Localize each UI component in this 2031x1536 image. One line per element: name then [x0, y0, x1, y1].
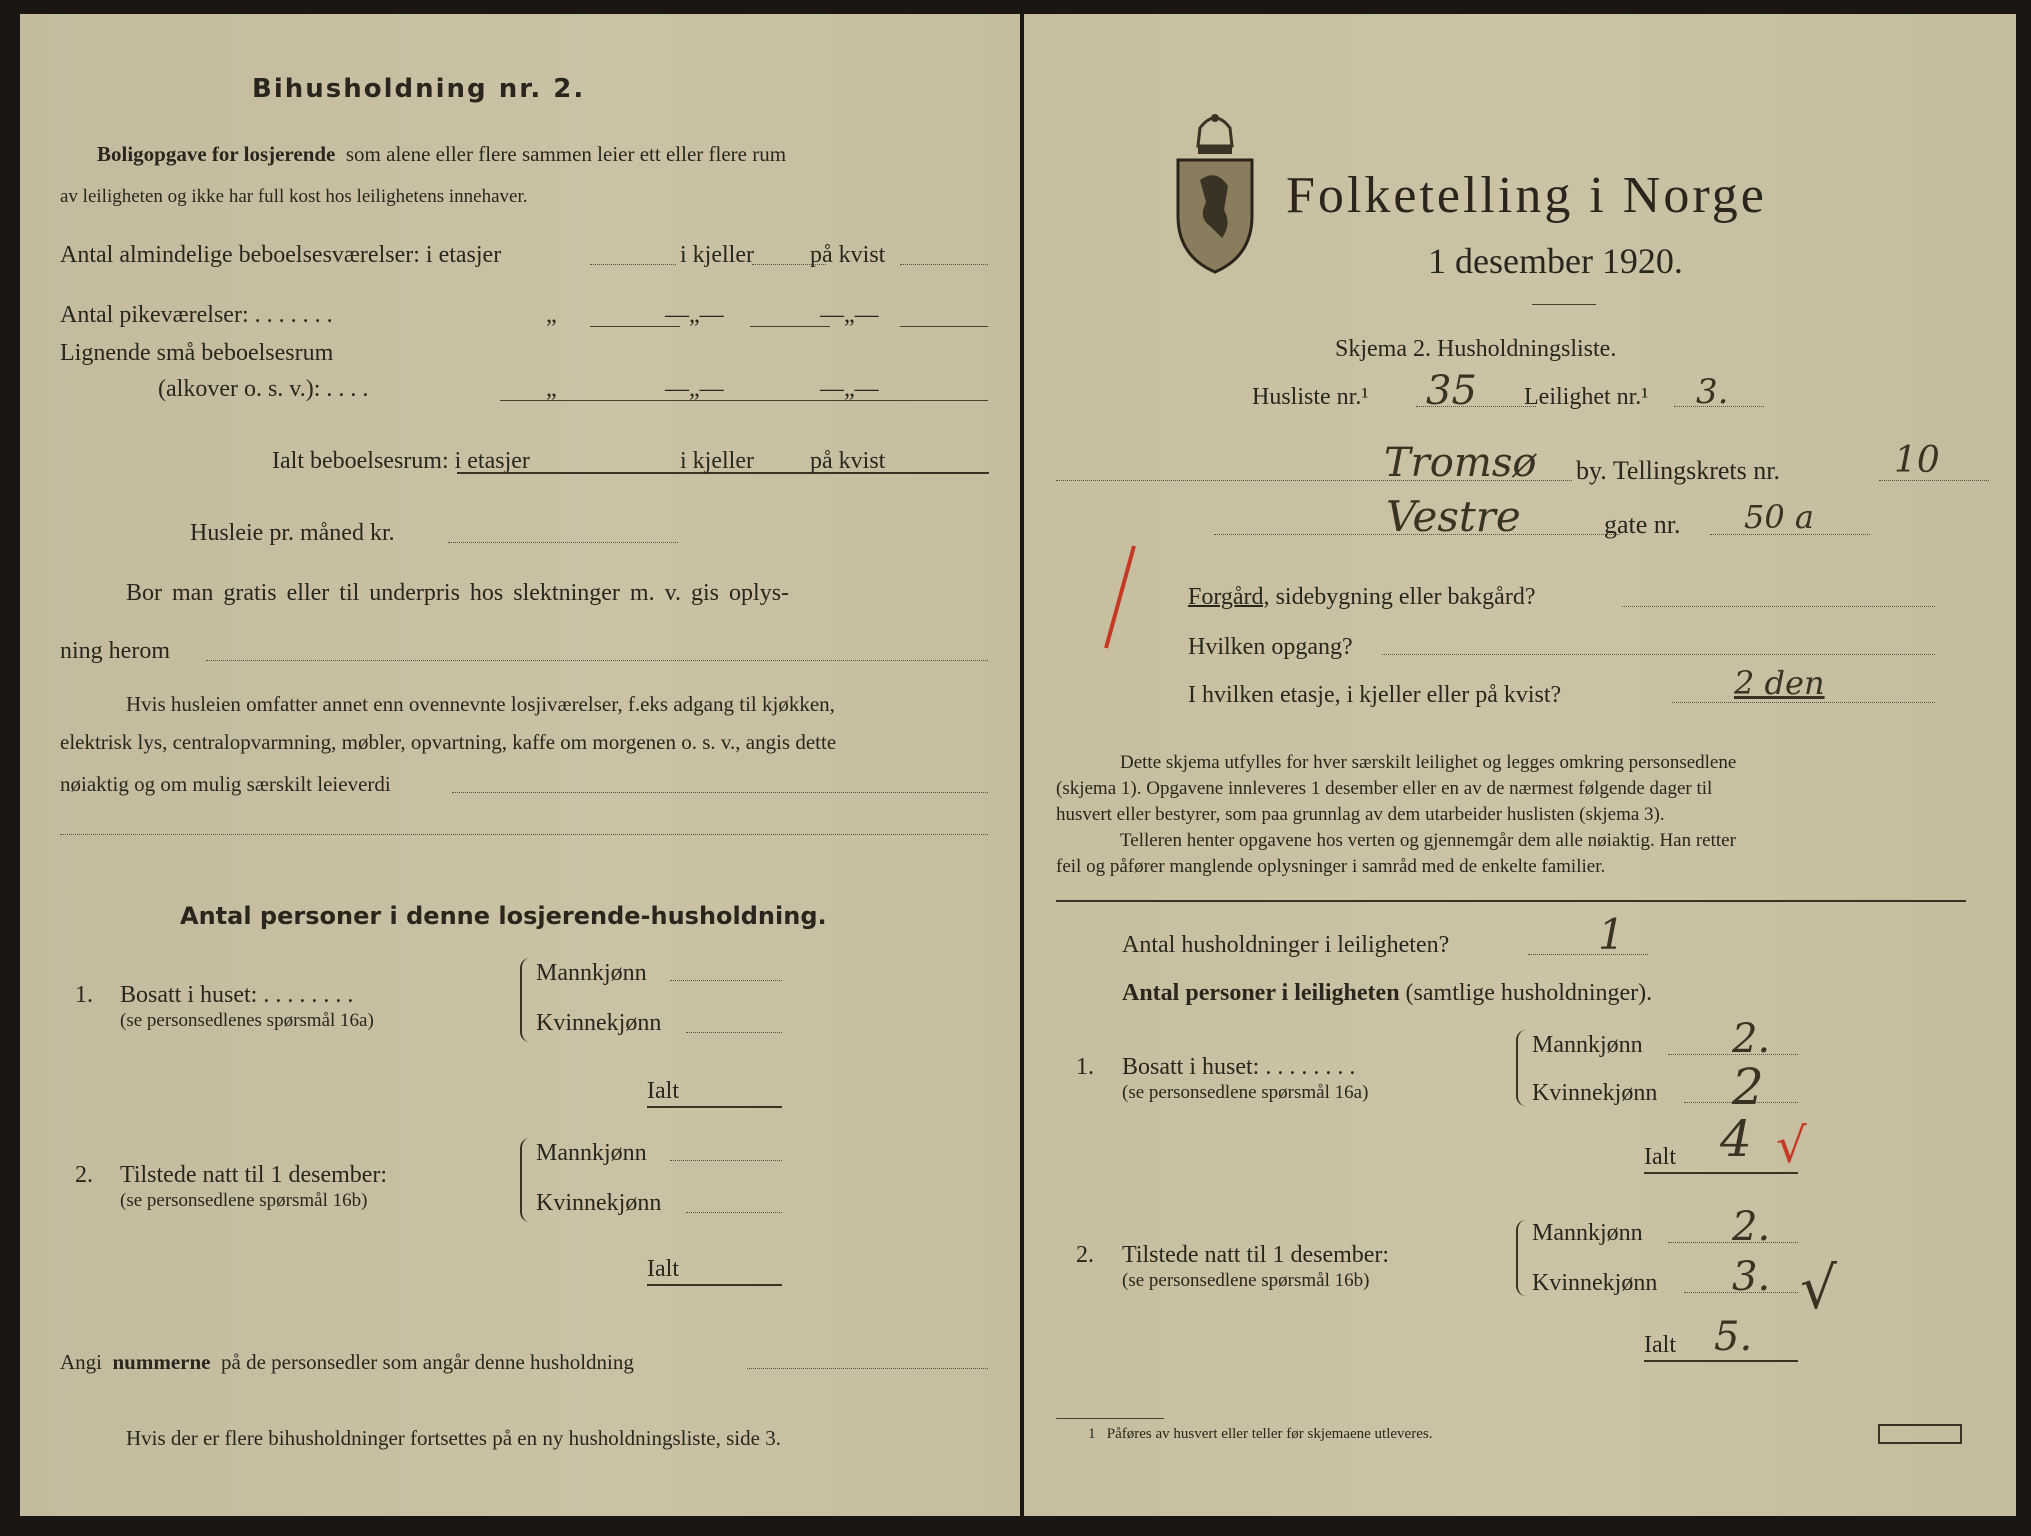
- r-q2-sub: (se personsedlene spørsmål 16b): [1122, 1270, 1370, 1291]
- r-q1-number: 1.: [1076, 1054, 1094, 1080]
- r-q2-mann-value: 2.: [1732, 1204, 1771, 1250]
- r-q2-label: Tilstede natt til 1 desember:: [1122, 1242, 1390, 1268]
- r-q2-check-icon: √: [1800, 1254, 1837, 1322]
- forgard-field[interactable]: [1622, 606, 1935, 607]
- etasje-value: 2 den: [1734, 664, 1825, 702]
- pike-kvist-field[interactable]: [900, 326, 988, 327]
- q2-label: Tilstede natt til 1 desember:: [120, 1162, 388, 1188]
- antal-hush-label: Antal husholdninger i leiligheten?: [1122, 932, 1450, 958]
- gate-label: gate nr.: [1604, 510, 1681, 539]
- r-q2-ialt-field[interactable]: [1644, 1360, 1798, 1362]
- r-q1-sub: (se personsedlene spørsmål 16a): [1122, 1082, 1369, 1103]
- gatenr-value: 50 a: [1744, 498, 1814, 536]
- leilighet-label: Leilighet nr.¹: [1524, 384, 1649, 410]
- intro-line-1: [97, 142, 786, 167]
- r-q1-brace: [1516, 1030, 1528, 1106]
- hvis-line-3: nøiaktig og om mulig særskilt leieverdi: [60, 772, 391, 796]
- dette-line-5: feil og påfører manglende oplysninger i samråd med de enkelte familier.: [1056, 856, 1606, 877]
- left-page: [20, 14, 1020, 1516]
- angi-rest: på de personsedler som angår denne husholdning: [221, 1350, 634, 1374]
- r-q1-check-icon: √: [1776, 1118, 1807, 1174]
- etasje-field[interactable]: [1672, 702, 1935, 703]
- q2-kvinne-field[interactable]: [686, 1212, 782, 1213]
- q2-number: 2.: [75, 1162, 93, 1188]
- q1-sub: (se personsedlenes spørsmål 16a): [120, 1010, 374, 1031]
- ditto-2: —„—: [665, 302, 724, 328]
- r-q1-mann-value: 2.: [1732, 1016, 1771, 1062]
- coat-of-arms-icon: [1172, 106, 1258, 276]
- q1-ialt-label: Ialt: [647, 1078, 679, 1104]
- printer-stamp: [1878, 1424, 1962, 1444]
- row-pike-label: Antal pikeværelser: . . . . . . .: [60, 302, 333, 328]
- by-value: Tromsø: [1384, 440, 1537, 486]
- antal-hush-value: 1: [1598, 910, 1625, 959]
- husleie-field[interactable]: [448, 542, 678, 543]
- ialt-beboelsesrum-label: Ialt beboelsesrum: i etasjer: [272, 448, 530, 474]
- ditto-6: —„—: [820, 376, 879, 402]
- q2-sub: (se personsedlene spørsmål 16b): [120, 1190, 368, 1211]
- dette-line-1: Dette skjema utfylles for hver særskilt leilighet og legges omkring personsedlene: [1120, 752, 1737, 773]
- forgard-value: Forgård,: [1188, 584, 1270, 610]
- r-q1-label: Bosatt i huset: . . . . . . . .: [1122, 1054, 1356, 1080]
- q1-label: Bosatt i huset: . . . . . . . .: [120, 982, 354, 1008]
- etasje-label: I hvilken etasje, i kjeller eller på kvist?: [1188, 682, 1562, 708]
- antal-pers-bold: Antal personer i leiligheten: [1122, 980, 1400, 1006]
- footnote-number: 1: [1088, 1426, 1096, 1442]
- pike-kjeller-field[interactable]: [750, 326, 830, 327]
- q1-number: 1.: [75, 982, 93, 1008]
- dette-line-2: (skjema 1). Opgavene innleveres 1 desember eller en av de nærmest følgende dager til: [1056, 778, 1713, 799]
- antal-hush-field[interactable]: [1528, 954, 1648, 955]
- census-date: 1 desember 1920.: [1428, 241, 1683, 281]
- r-q2-kvinne-value: 3.: [1732, 1254, 1771, 1300]
- husliste-value: 35: [1426, 368, 1477, 414]
- r-q1-ialt-value: 4: [1720, 1110, 1752, 1168]
- r-q1-kvinne-value: 2: [1732, 1058, 1764, 1116]
- krets-value: 10: [1894, 440, 1940, 481]
- ditto-3: —„—: [820, 302, 879, 328]
- left-footer: Hvis der er flere bihusholdninger fortsettes på en ny husholdningsliste, side 3.: [126, 1426, 781, 1450]
- q2-mann-label: Mannkjønn: [536, 1140, 647, 1166]
- r-q2-number: 2.: [1076, 1242, 1094, 1268]
- main-title: Folketelling i Norge: [1286, 167, 1767, 224]
- antal-personer-heading: Antal personer i denne losjerende-husholdning.: [180, 902, 827, 930]
- r-q1-mann-label: Mannkjønn: [1532, 1032, 1643, 1058]
- intro-rest: som alene eller flere sammen leier ett eller flere rum: [345, 142, 787, 166]
- angi-line: [60, 1350, 634, 1375]
- bihusholdning-title: Bihusholdning nr. 2.: [252, 74, 586, 104]
- row-lign-label-1: Lignende små beboelsesrum: [60, 340, 334, 366]
- intro-line-2: av leiligheten og ikke har full kost hos leilighetens innehaver.: [60, 186, 528, 207]
- antal-pers-line: [1122, 980, 1652, 1007]
- section-divider: [1056, 900, 1966, 902]
- ditto-5: —„—: [665, 376, 724, 402]
- r-q1-kvinne-label: Kvinnekjønn: [1532, 1080, 1658, 1106]
- title-divider: [1532, 304, 1596, 305]
- footnote: [1088, 1426, 1432, 1443]
- q2-ialt-field[interactable]: [647, 1284, 782, 1286]
- dette-line-4: Telleren henter opgavene hos verten og gjennemgår dem alle nøiaktig. Han retter: [1120, 830, 1736, 851]
- r-q2-mann-label: Mannkjønn: [1532, 1220, 1643, 1246]
- intro-bold: Boligopgave for losjerende: [97, 142, 336, 166]
- q2-kvinne-label: Kvinnekjønn: [536, 1190, 662, 1216]
- footnote-text: Påføres av husvert eller teller før skjemaene utleveres.: [1106, 1426, 1433, 1442]
- forgard-rest: sidebygning eller bakgård?: [1275, 584, 1536, 610]
- leilighet-value: 3.: [1696, 372, 1729, 412]
- q2-mann-field[interactable]: [670, 1160, 782, 1161]
- q1-brace: [520, 958, 532, 1042]
- gratis-line-1: Bor man gratis eller til underpris hos slektninger m. v. gis oplys-: [126, 580, 790, 606]
- r-q1-ialt-field[interactable]: [1644, 1172, 1798, 1174]
- r-q2-brace: [1516, 1220, 1528, 1296]
- etasjer-field[interactable]: [590, 264, 676, 265]
- q1-kvinne-field[interactable]: [686, 1032, 782, 1033]
- leieverdi-field-2[interactable]: [60, 834, 988, 835]
- angi-bold: nummerne: [112, 1350, 211, 1374]
- q2-brace: [520, 1138, 532, 1222]
- gratis-line-2: ning herom: [60, 638, 170, 664]
- r-q1-ialt-label: Ialt: [1644, 1144, 1676, 1170]
- q2-ialt-label: Ialt: [647, 1256, 679, 1282]
- hvis-line-1: Hvis husleien omfatter annet enn ovennevnte losjiværelser, f.eks adgang til kjøkken,: [126, 692, 835, 716]
- skjema-label: Skjema 2. Husholdningsliste.: [1335, 336, 1617, 362]
- q1-mann-label: Mannkjønn: [536, 960, 647, 986]
- footnote-rule: [1056, 1418, 1164, 1419]
- ialt-kvist-label: på kvist: [810, 448, 886, 474]
- opgang-label: Hvilken opgang?: [1188, 634, 1353, 660]
- kjeller-label: i kjeller: [680, 242, 754, 268]
- r-q2-kvinne-label: Kvinnekjønn: [1532, 1270, 1658, 1296]
- r-q2-ialt-value: 5.: [1714, 1314, 1753, 1360]
- q1-ialt-field[interactable]: [647, 1106, 782, 1108]
- red-mark-icon: [1100, 542, 1140, 652]
- angi-pre: Angi: [60, 1350, 102, 1374]
- husleie-label: Husleie pr. måned kr.: [190, 520, 395, 546]
- kvist-field[interactable]: [900, 264, 988, 265]
- q1-mann-field[interactable]: [670, 980, 782, 981]
- husliste-label: Husliste nr.¹: [1252, 384, 1369, 410]
- ialt-kjeller-label: i kjeller: [680, 448, 754, 474]
- forgard-line: [1188, 584, 1535, 611]
- gate-value: Vestre: [1386, 492, 1521, 541]
- hvis-line-2: elektrisk lys, centralopvarmning, møbler, opvartning, kaffe om morgenen o. s. v., angis dette: [60, 730, 837, 754]
- r-q2-ialt-label: Ialt: [1644, 1332, 1676, 1358]
- by-label: by. Tellingskrets nr.: [1576, 456, 1781, 485]
- q1-kvinne-label: Kvinnekjønn: [536, 1010, 662, 1036]
- lign-field-underline[interactable]: [500, 400, 988, 401]
- opgang-field[interactable]: [1382, 654, 1935, 655]
- row-lign-label-2: (alkover o. s. v.): . . . .: [158, 376, 369, 402]
- leieverdi-field[interactable]: [452, 792, 988, 793]
- ditto-1: „: [546, 302, 557, 328]
- kvist-label: på kvist: [810, 242, 886, 268]
- antal-pers-rest: (samtlige husholdninger).: [1405, 980, 1653, 1006]
- row-rooms-label: Antal almindelige beboelsesværelser: i etasjer: [60, 242, 502, 268]
- gratis-field[interactable]: [206, 660, 988, 661]
- dette-line-3: husvert eller bestyrer, som paa grunnlag av dem utarbeider huslisten (skjema 3).: [1056, 804, 1665, 825]
- right-page: [1024, 14, 2016, 1516]
- angi-field[interactable]: [747, 1368, 988, 1369]
- ditto-4: „: [546, 376, 557, 402]
